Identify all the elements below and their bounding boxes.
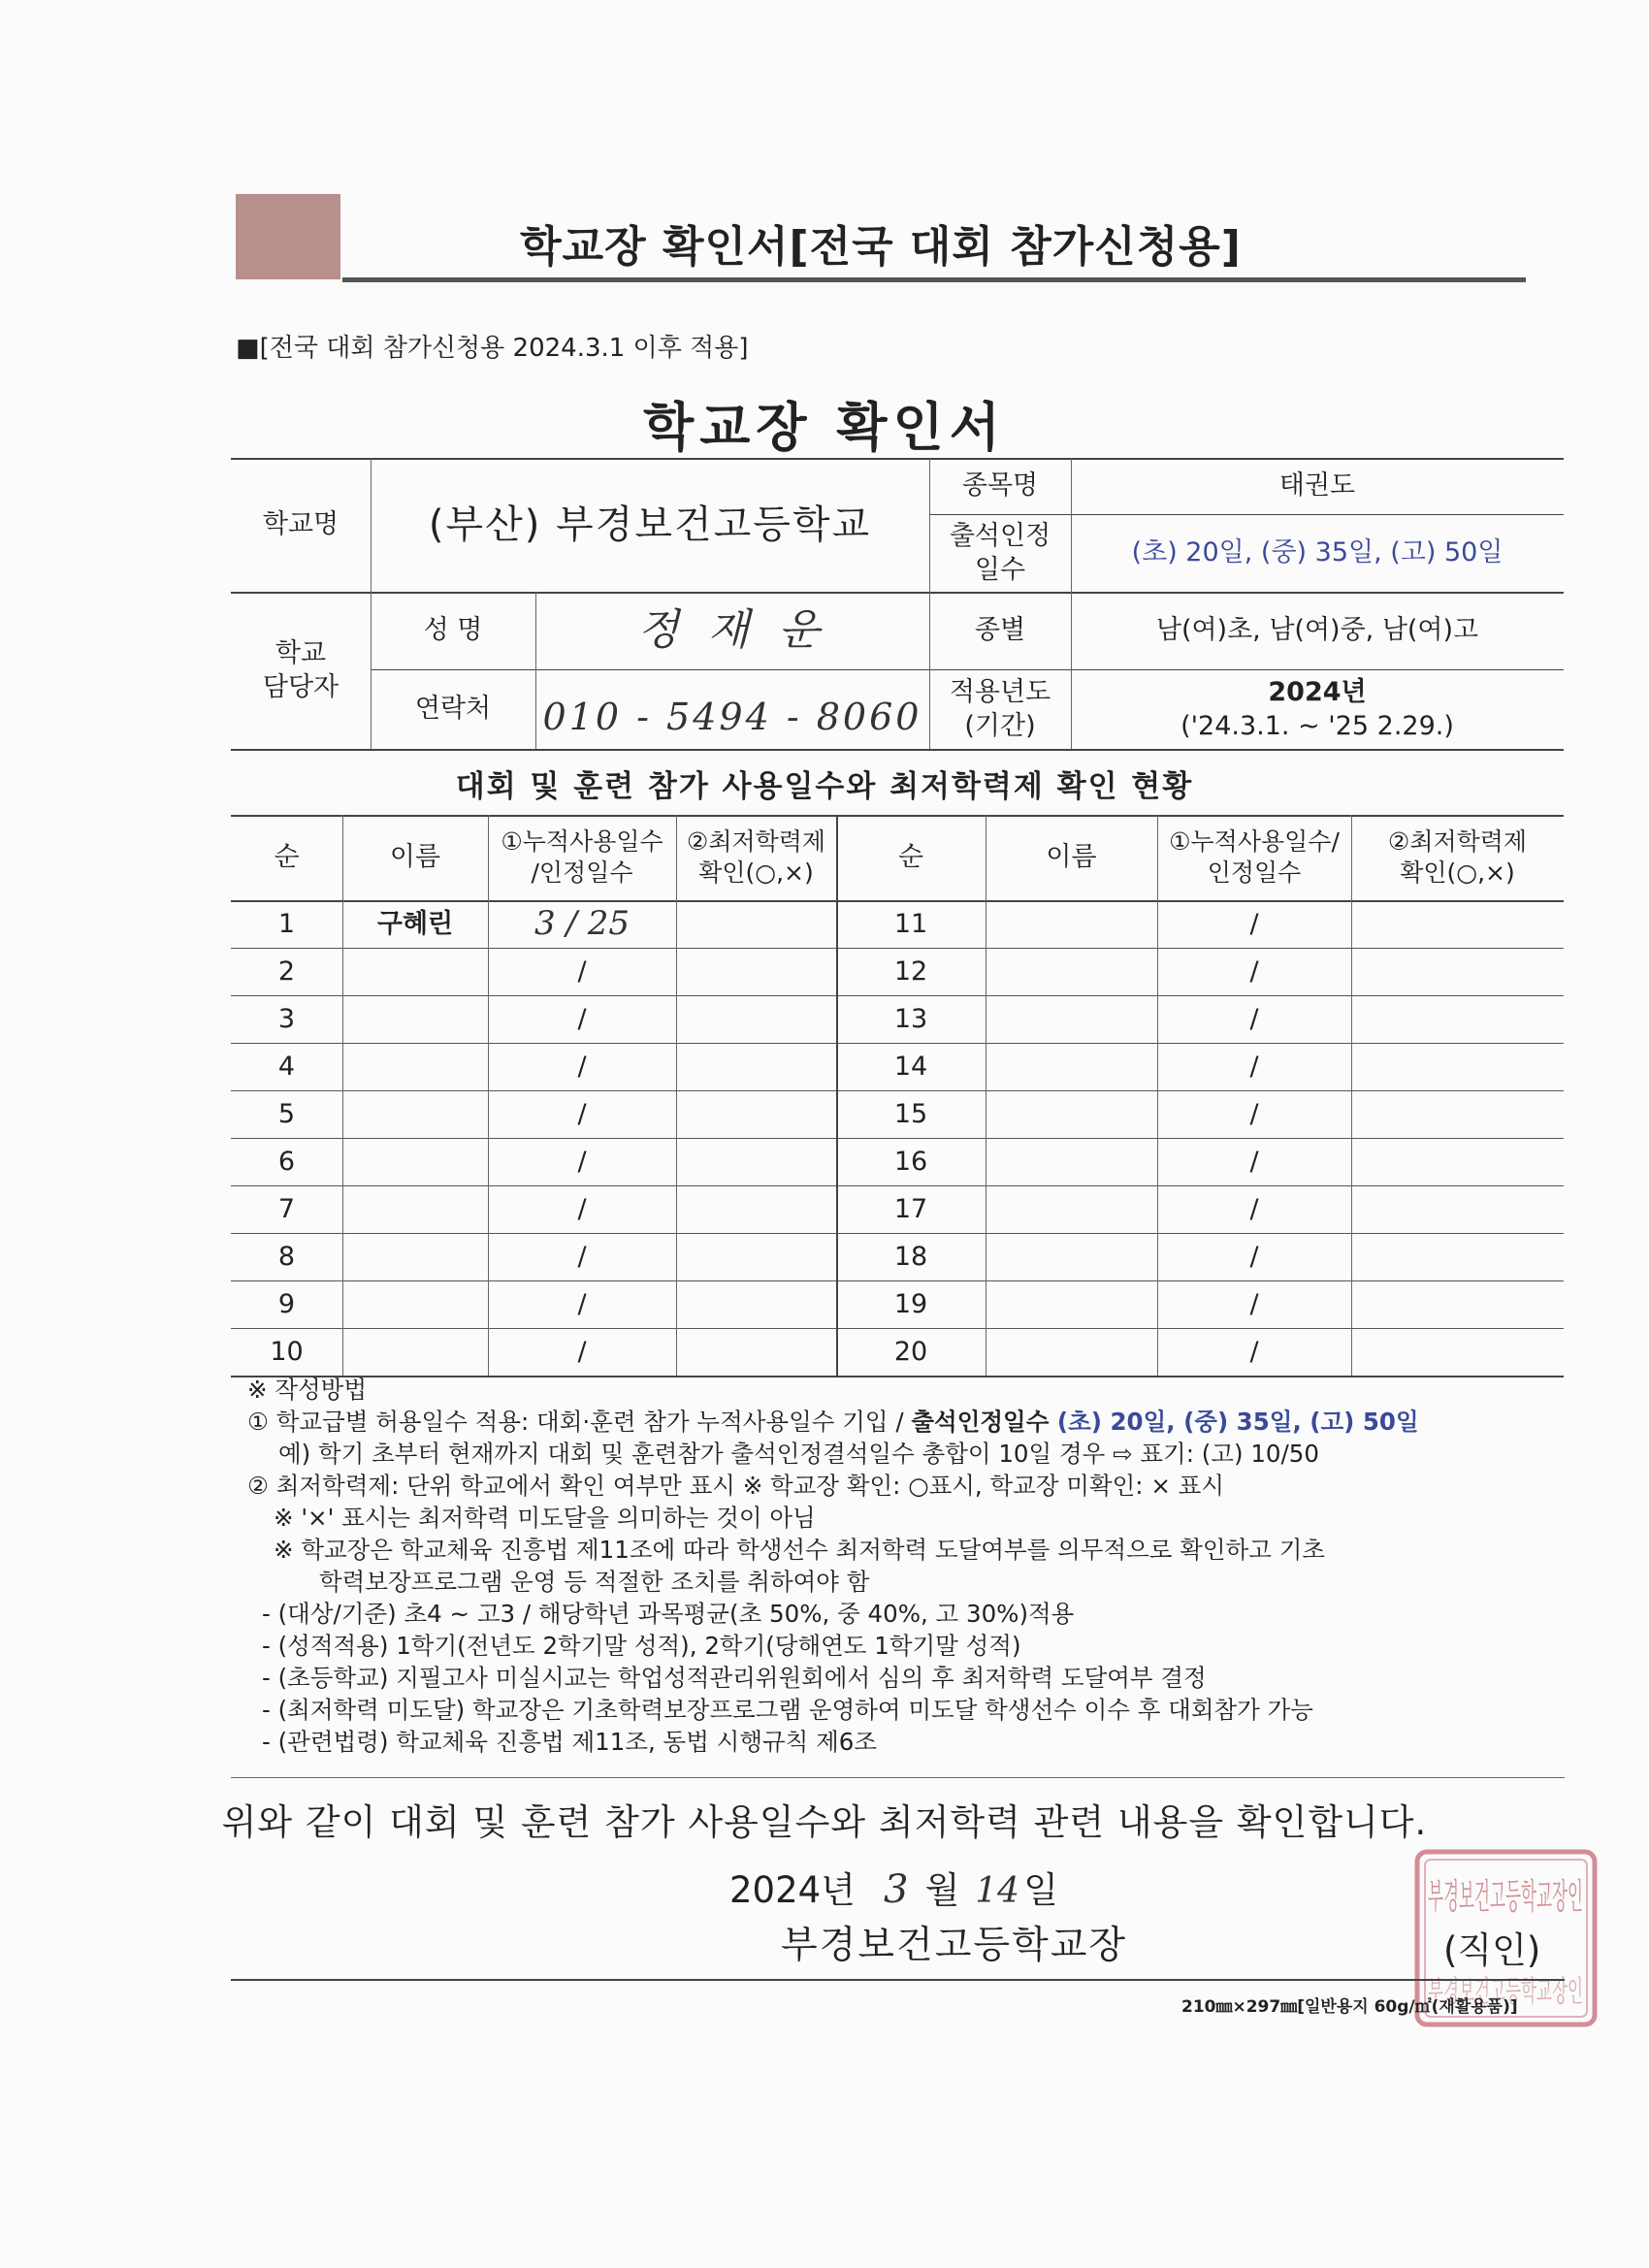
instruction-line-7: - (대상/기준) 초4 ~ 고3 / 해당학년 과목평균(초 50%, 중 40%, 고 30%)적용	[262, 1600, 1075, 1628]
instruction-line-1a: ① 학교급별 허용일수 적용: 대회·훈련 참가 누적사용일수 기입 /	[247, 1408, 912, 1436]
instructions-rule	[231, 1777, 1565, 1778]
roster-cell-no: 2	[277, 956, 296, 987]
roster-cell-check[interactable]	[676, 995, 836, 1043]
instruction-line-4: ※ '×' 표시는 최저학력 미도달을 의미하는 것이 아님	[274, 1504, 816, 1532]
roster-cell-name[interactable]: 구혜린	[376, 908, 454, 939]
year-label: 적용년도 (기간)	[949, 676, 1051, 741]
roster-cell-name[interactable]	[342, 1043, 488, 1090]
roster-cell-days: /	[1249, 1193, 1259, 1224]
roster-cell-check[interactable]	[676, 1138, 836, 1185]
info-table	[231, 458, 1564, 749]
roster-cell-no: 7	[277, 1193, 296, 1224]
roster-cell-no: 3	[277, 1003, 296, 1034]
roster-cell-name[interactable]	[986, 1090, 1157, 1138]
roster-cell-check[interactable]	[1351, 1043, 1564, 1090]
roster-cell-name[interactable]	[986, 1328, 1157, 1376]
roster-cell-no: 14	[893, 1051, 928, 1082]
col-no-left: 순	[274, 842, 300, 873]
contact-label: 연락처	[414, 694, 492, 725]
roster-cell-name[interactable]	[986, 948, 1157, 995]
roster-cell-days: /	[577, 1003, 587, 1034]
header-rule	[342, 277, 1526, 282]
roster-cell-no: 16	[893, 1146, 928, 1177]
date-day: 14	[975, 1871, 1020, 1911]
roster-cell-name[interactable]	[986, 1233, 1157, 1280]
paper-spec-note: 210㎜×297㎜[일반용지 60g/㎡(재활용품)]	[1181, 1997, 1518, 2017]
roster-cell-name[interactable]	[342, 948, 488, 995]
roster-cell-name[interactable]	[342, 1328, 488, 1376]
roster-cell-name[interactable]	[342, 1185, 488, 1233]
roster-cell-no: 20	[893, 1336, 928, 1367]
roster-cell-check[interactable]	[1351, 995, 1564, 1043]
roster-cell-no: 8	[277, 1241, 296, 1272]
roster-cell-check[interactable]	[1351, 1328, 1564, 1376]
roster-cell-no: 5	[277, 1098, 296, 1129]
year-cell	[1071, 669, 1564, 749]
roster-cell-check[interactable]	[1351, 1138, 1564, 1185]
roster-cell-days: /	[577, 1146, 587, 1177]
roster-cell-no: 18	[893, 1241, 928, 1272]
manager-label: 학교 담당자	[262, 637, 340, 702]
roster-table	[231, 815, 1564, 1376]
roster-cell-no: 11	[893, 908, 928, 939]
roster-cell-name[interactable]	[986, 1138, 1157, 1185]
roster-cell-name[interactable]	[342, 1090, 488, 1138]
gender-label: 종별	[974, 615, 1026, 646]
instruction-line-5: ※ 학교장은 학교체육 진흥법 제11조에 따라 학생선수 최저학력 도달여부를 의무적으로 확인하고 기초	[274, 1536, 1326, 1564]
roster-cell-no: 1	[277, 908, 296, 939]
roster-cell-no: 13	[893, 1003, 928, 1034]
date-line	[729, 1861, 1058, 1913]
seal-label: (직인)	[1443, 1929, 1541, 1971]
roster-cell-no: 12	[893, 956, 928, 987]
roster-cell-no: 15	[893, 1098, 928, 1129]
gender-value: 남(여)초, 남(여)중, 남(여)고	[1155, 615, 1479, 646]
roster-cell-check[interactable]	[1351, 1090, 1564, 1138]
instruction-line-8: - (성적적용) 1학기(전년도 2학기말 성적), 2학기(당해연도 1학기말 성적)	[262, 1632, 1021, 1660]
roster-cell-name[interactable]	[342, 1138, 488, 1185]
notice-line: ■[전국 대회 참가신청용 2024.3.1 이후 적용]	[236, 334, 749, 363]
document-title: 학교장 확인서	[643, 397, 1006, 458]
instruction-line-9: - (초등학교) 지필고사 미실시교는 학업성적관리위원회에서 심의 후 최저학력 도달여부 결정	[262, 1664, 1207, 1692]
roster-cell-days: /	[1249, 1288, 1259, 1319]
school-name-label: 학교명	[262, 509, 340, 540]
roster-cell-check[interactable]	[676, 1328, 836, 1376]
attendance-value: (초) 20일, (중) 35일, (고) 50일	[1131, 537, 1504, 568]
roster-cell-days: /	[1249, 1051, 1259, 1082]
name-value: 정 재 운	[637, 605, 827, 656]
roster-cell-days: /	[577, 1098, 587, 1129]
period-value: ('24.3.1. ~ '25 2.29.)	[1180, 711, 1454, 741]
sport-label: 종목명	[961, 470, 1039, 502]
roster-cell-no: 4	[277, 1051, 296, 1082]
roster-cell-no: 6	[277, 1146, 296, 1177]
roster-cell-check[interactable]	[676, 1090, 836, 1138]
school-name-value: (부산) 부경보건고등학교	[428, 502, 872, 547]
seal-glyphs: 부경보건고등학교장인	[1428, 1877, 1583, 1917]
date-year: 2024년	[729, 1869, 856, 1911]
roster-cell-check[interactable]	[676, 900, 836, 948]
roster-cell-no: 17	[893, 1193, 928, 1224]
roster-cell-no: 10	[270, 1336, 304, 1367]
instruction-line-11: - (관련법령) 학교체육 진흥법 제11조, 동법 시행규칙 제6조	[262, 1728, 878, 1756]
col-days-right: ①누적사용일수/ 인정일수	[1169, 826, 1340, 887]
roster-cell-days: /	[577, 1051, 587, 1082]
sport-value: 태권도	[1278, 470, 1356, 502]
roster-cell-name[interactable]	[342, 995, 488, 1043]
roster-cell-days: /	[1249, 1146, 1259, 1177]
roster-cell-days: /	[1249, 1336, 1259, 1367]
roster-cell-check[interactable]	[1351, 1280, 1564, 1328]
roster-cell-days: /	[1249, 956, 1259, 987]
roster-cell-name[interactable]	[986, 900, 1157, 948]
roster-cell-check[interactable]	[676, 948, 836, 995]
roster-cell-check[interactable]	[676, 1043, 836, 1090]
roster-cell-check[interactable]	[1351, 948, 1564, 995]
section-title: 대회 및 훈련 참가 사용일수와 최저학력제 확인 현황	[455, 769, 1194, 804]
roster-cell-days: /	[577, 1241, 587, 1272]
roster-cell-check[interactable]	[1351, 1185, 1564, 1233]
principal-name: 부경보건고등학교장	[781, 1924, 1128, 1967]
instructions-heading: ※ 작성방법	[247, 1376, 367, 1404]
roster-cell-name[interactable]	[342, 1280, 488, 1328]
roster-cell-days: /	[1249, 1003, 1259, 1034]
col-days-left: ①누적사용일수 /인정일수	[501, 826, 663, 887]
roster-cell-check[interactable]	[1351, 1233, 1564, 1280]
roster-cell-name[interactable]	[986, 995, 1157, 1043]
year-value: 2024년	[1268, 676, 1367, 707]
instruction-line-3: ② 최저학력제: 단위 학교에서 확인 여부만 표시 ※ 학교장 확인: ○표시, 학교장 미확인: × 표시	[247, 1472, 1224, 1500]
col-name-left: 이름	[389, 842, 441, 873]
name-label: 성 명	[423, 615, 483, 646]
roster-cell-days: /	[1249, 1098, 1259, 1129]
roster-cell-no: 19	[893, 1288, 928, 1319]
roster-cell-no: 9	[277, 1288, 296, 1319]
roster-cell-check[interactable]	[676, 1280, 836, 1328]
roster-cell-days: /	[577, 1193, 587, 1224]
roster-cell-days: 3 / 25	[534, 904, 630, 944]
instruction-line-1c: (초) 20일, (중) 35일, (고) 50일	[1049, 1408, 1419, 1436]
col-name-right: 이름	[1046, 842, 1097, 873]
roster-cell-check[interactable]	[676, 1233, 836, 1280]
instruction-line-1b: 출석인정일수	[911, 1408, 1050, 1436]
header-title: 학교장 확인서[전국 대회 참가신청용]	[520, 222, 1242, 272]
instruction-line-1	[247, 1406, 1576, 1438]
instructions	[247, 1374, 1576, 1758]
header-band	[236, 194, 1526, 283]
instruction-line-2: 예) 학기 초부터 현재까지 대회 및 훈련참가 출석인정결석일수 총합이 10일 경우 ⇨ 표기: (고) 10/50	[278, 1440, 1319, 1468]
date-month: 3	[883, 1867, 909, 1912]
roster-cell-name[interactable]	[986, 1043, 1157, 1090]
roster-cell-days: /	[577, 1336, 587, 1367]
attendance-label: 출석인정 일수	[949, 520, 1051, 585]
roster-cell-check[interactable]	[676, 1185, 836, 1233]
bottom-rule	[231, 1979, 1565, 1981]
date-month-unit: 월	[924, 1869, 960, 1911]
roster-cell-check[interactable]	[1351, 900, 1564, 948]
col-check-left: ②최저학력제 확인(○,×)	[686, 826, 826, 887]
roster-cell-days: /	[1249, 1241, 1259, 1272]
confirm-statement: 위와 같이 대회 및 훈련 참가 사용일수와 최저학력 관련 내용을 확인합니다.	[221, 1801, 1428, 1843]
contact-value: 010 - 5494 - 8060	[542, 696, 922, 739]
col-check-right: ②최저학력제 확인(○,×)	[1387, 826, 1528, 887]
roster-cell-days: /	[577, 956, 587, 987]
date-day-unit: 일	[1023, 1869, 1058, 1911]
roster-cell-days: /	[577, 1288, 587, 1319]
instruction-line-6: 학력보장프로그램 운영 등 적절한 조치를 취하여야 함	[319, 1568, 870, 1596]
seal-glyphs-lower: 부경보건고등학교장인	[1428, 1975, 1583, 2009]
col-no-right: 순	[897, 842, 924, 873]
roster-cell-days: /	[1249, 908, 1259, 939]
roster-cell-name[interactable]	[986, 1280, 1157, 1328]
roster-cell-name[interactable]	[342, 1233, 488, 1280]
roster-cell-name[interactable]	[986, 1185, 1157, 1233]
instruction-line-10: - (최저학력 미도달) 학교장은 기초학력보장프로그램 운영하여 미도달 학생선수 이수 후 대회참가 가능	[262, 1696, 1313, 1724]
